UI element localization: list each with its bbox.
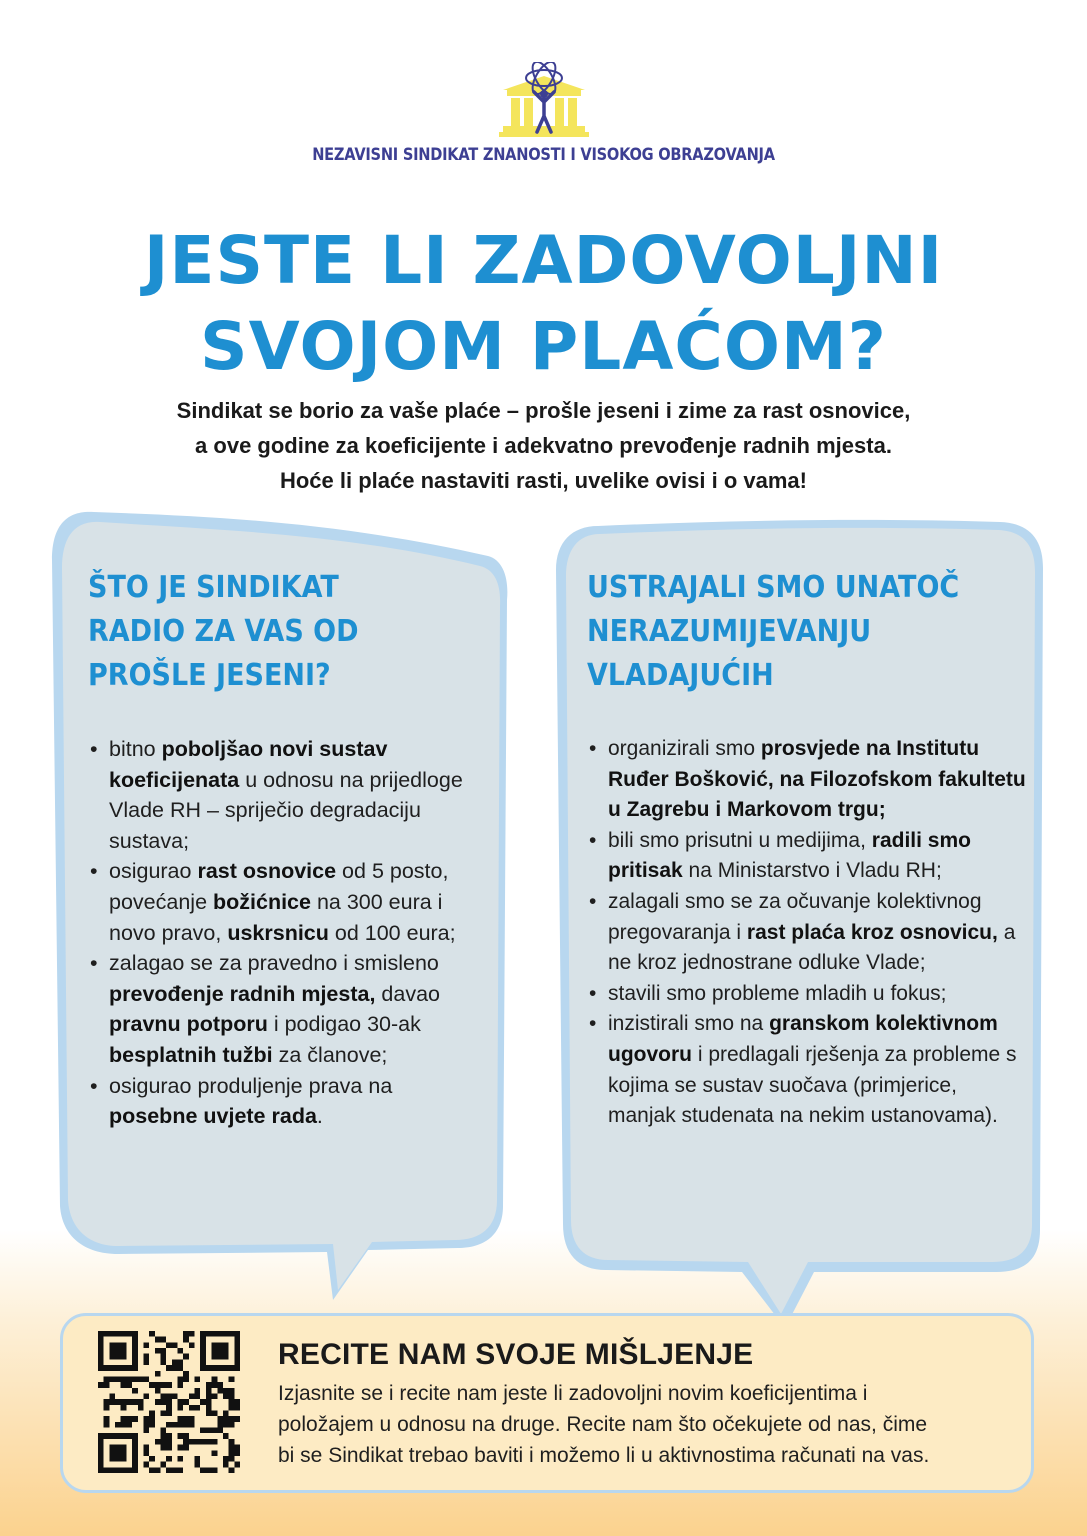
intro-line-1: Sindikat se borio za vaše plaće – prošle jeseni i zime za rast osnovice, — [176, 398, 911, 423]
left-column — [88, 566, 478, 1132]
list-item: • zalagao se za pravedno i smisleno prevođenje radnih mjesta, davao pravnu potporu i podigao 30-ak besplatnih tužbi za članove; — [88, 948, 478, 1070]
right-list — [587, 734, 1027, 1132]
feedback-line: bi se Sindikat trebao baviti i možemo li u aktivnostima računati na vas. — [278, 1444, 930, 1467]
org-name: NEZAVISNI SINDIKAT ZNANOSTI I VISOKOG OBRAZOVANJA — [312, 145, 775, 165]
left-title-line: ŠTO JE SINDIKAT — [88, 570, 339, 605]
qr-code[interactable] — [98, 1331, 240, 1473]
right-title-line: NERAZUMIJEVANJU — [587, 614, 872, 649]
intro-line-3: Hoće li plaće nastaviti rasti, uvelike ovisi i o vama! — [279, 468, 807, 493]
intro-line-2: a ove godine za koeficijente i adekvatno prevođenje radnih mjesta. — [195, 433, 892, 458]
left-title-line: PROŠLE JESENI? — [88, 658, 331, 693]
list-item: • organizirali smo prosvjede na Institutu Ruđer Bošković, na Filozofskom fakultetu u Zagrebu i Markovom trgu; — [587, 734, 1027, 826]
feedback-line: položajem u odnosu na druge. Recite nam što očekujete od nas, čime — [278, 1413, 928, 1436]
right-title-line: VLADAJUĆIH — [587, 658, 774, 693]
left-title — [88, 566, 439, 698]
union-logo-icon — [497, 62, 591, 138]
list-item: • osigurao rast osnovice od 5 posto, povećanje božićnice na 300 eura i novo pravo, uskrsnicu od 100 eura; — [88, 856, 478, 948]
headline — [0, 218, 1087, 390]
headline-line-1: JESTE LI ZADOVOLJNI — [143, 222, 944, 299]
left-list — [88, 734, 478, 1132]
intro-text — [0, 393, 1087, 498]
right-title — [587, 566, 983, 698]
right-column — [587, 566, 1027, 1132]
list-item: • bili smo prisutni u medijima, radili smo pritisak na Ministarstvo i Vladu RH; — [587, 826, 1027, 887]
headline-line-2: SVOJOM PLAĆOM? — [200, 308, 887, 385]
left-title-line: RADIO ZA VAS OD — [88, 614, 359, 649]
right-title-line: USTRAJALI SMO UNATOČ — [587, 570, 960, 605]
list-item: • stavili smo probleme mladih u fokus; — [587, 979, 1027, 1010]
feedback-title: RECITE NAM SVOJE MIŠLJENJE — [278, 1338, 754, 1371]
list-item: • osigurao produljenje prava na posebne uvjete rada. — [88, 1071, 478, 1132]
feedback-text — [278, 1378, 1018, 1471]
feedback-line: Izjasnite se i recite nam jeste li zadovoljni novim koeficijentima i — [278, 1382, 868, 1405]
list-item: • inzistirali smo na granskom kolektivnom ugovoru i predlagali rješenja za probleme s kojima se sustav suočava (primjerice, manjak studenata na nekim ustanovama). — [587, 1009, 1027, 1131]
list-item: • bitno poboljšao novi sustav koeficijenata u odnosu na prijedloge Vlade RH – spriječio degradaciju sustava; — [88, 734, 478, 856]
list-item: • zalagali smo se za očuvanje kolektivnog pregovaranja i rast plaća kroz osnovicu, a ne kroz jednostrane odluke Vlade; — [587, 887, 1027, 979]
